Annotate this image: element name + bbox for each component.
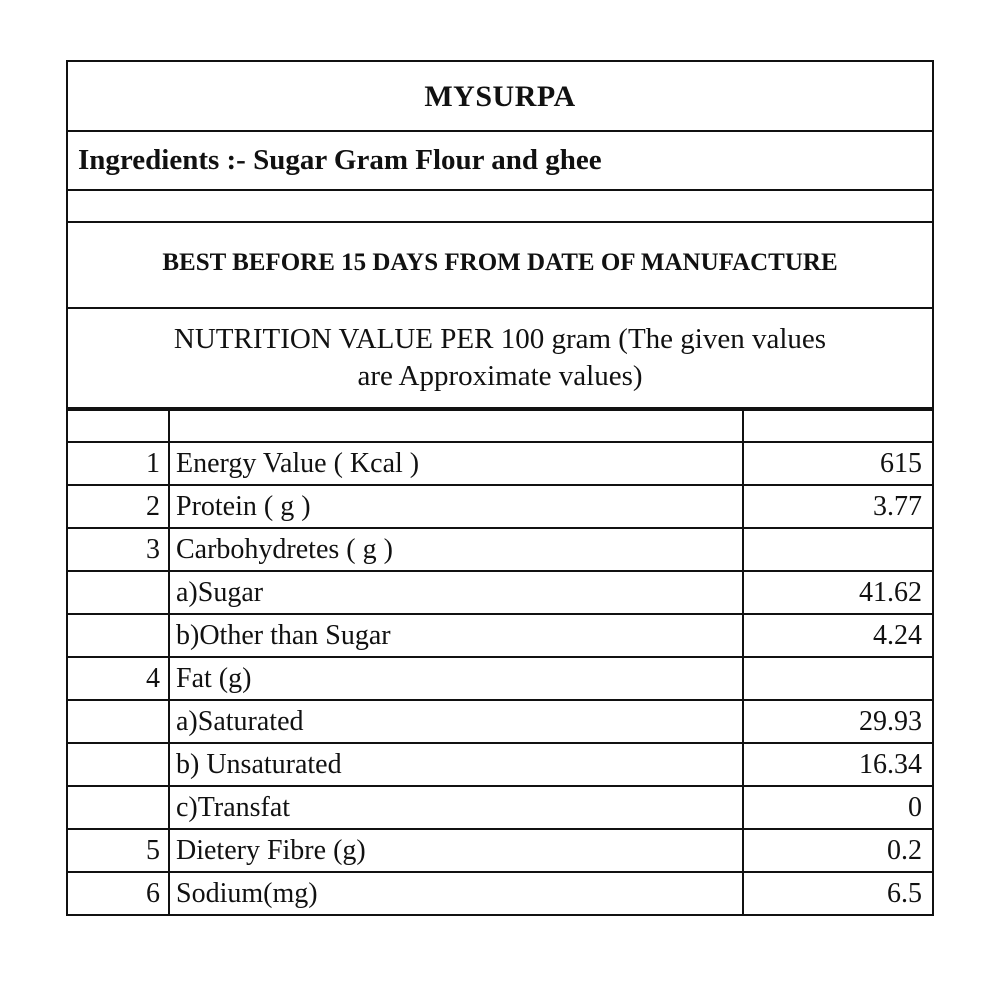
row-index: 2 xyxy=(68,485,169,528)
table-row xyxy=(68,614,932,657)
row-value: 29.93 xyxy=(743,700,932,743)
table-row xyxy=(68,743,932,786)
table-row xyxy=(68,528,932,571)
table-row xyxy=(68,657,932,700)
row-nutrient: Dietery Fibre (g) xyxy=(169,829,743,872)
nutrition-heading-line-2: are Approximate values) xyxy=(357,360,643,393)
row-nutrient: a)Saturated xyxy=(169,700,743,743)
row-value: 4.24 xyxy=(743,614,932,657)
table-header-strip xyxy=(68,410,932,442)
row-value xyxy=(743,657,932,700)
row-index: 3 xyxy=(68,528,169,571)
table-row xyxy=(68,700,932,743)
row-nutrient: Carbohydretes ( g ) xyxy=(169,528,743,571)
row-value: 6.5 xyxy=(743,872,932,914)
nutrition-table xyxy=(68,409,932,914)
table-row xyxy=(68,485,932,528)
row-value: 0.2 xyxy=(743,829,932,872)
row-nutrient: Protein ( g ) xyxy=(169,485,743,528)
header-cell-index xyxy=(68,410,169,442)
row-nutrient: a)Sugar xyxy=(169,571,743,614)
row-value: 3.77 xyxy=(743,485,932,528)
row-value xyxy=(743,528,932,571)
header-cell-value xyxy=(743,410,932,442)
row-nutrient: c)Transfat xyxy=(169,786,743,829)
nutrition-heading xyxy=(68,309,932,409)
row-index: 6 xyxy=(68,872,169,914)
table-row xyxy=(68,872,932,914)
row-nutrient: b)Other than Sugar xyxy=(169,614,743,657)
product-title: MYSURPA xyxy=(68,62,932,132)
row-index: 4 xyxy=(68,657,169,700)
row-nutrient: b) Unsaturated xyxy=(169,743,743,786)
row-value: 0 xyxy=(743,786,932,829)
row-index xyxy=(68,786,169,829)
row-nutrient: Sodium(mg) xyxy=(169,872,743,914)
table-row xyxy=(68,442,932,485)
row-nutrient: Energy Value ( Kcal ) xyxy=(169,442,743,485)
row-value: 41.62 xyxy=(743,571,932,614)
row-value: 615 xyxy=(743,442,932,485)
row-index xyxy=(68,700,169,743)
row-nutrient: Fat (g) xyxy=(169,657,743,700)
spacer-row xyxy=(68,191,932,223)
table-row xyxy=(68,571,932,614)
row-index: 5 xyxy=(68,829,169,872)
row-index xyxy=(68,743,169,786)
table-row xyxy=(68,829,932,872)
best-before-line: BEST BEFORE 15 DAYS FROM DATE OF MANUFACTURE xyxy=(68,223,932,309)
nutrition-heading-line-1: NUTRITION VALUE PER 100 gram (The given values xyxy=(173,323,827,355)
row-index xyxy=(68,571,169,614)
nutrition-table-body xyxy=(68,410,932,914)
row-index xyxy=(68,614,169,657)
row-index: 1 xyxy=(68,442,169,485)
nutrition-label-card xyxy=(66,60,934,916)
ingredients-line: Ingredients :- Sugar Gram Flour and ghee xyxy=(68,132,932,191)
header-cell-nutrient xyxy=(169,410,743,442)
table-row xyxy=(68,786,932,829)
row-value: 16.34 xyxy=(743,743,932,786)
